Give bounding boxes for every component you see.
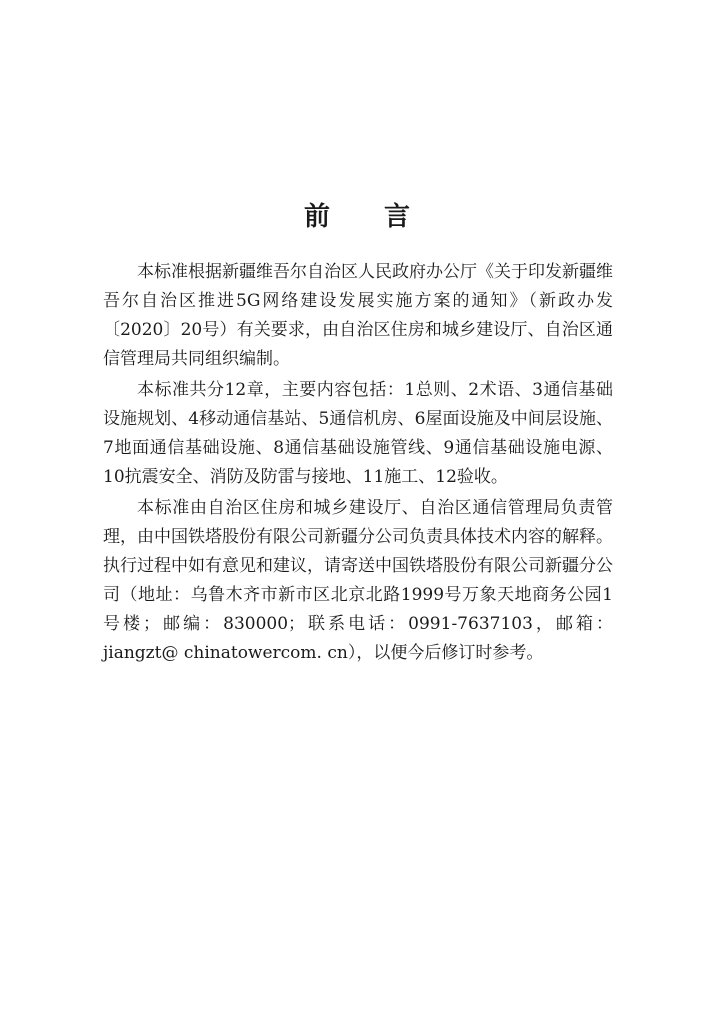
- preface-body: [103, 258, 613, 670]
- title-char-2: 言: [384, 202, 413, 232]
- paragraph-contents: 本标准共分12章，主要内容包括：1总则、2术语、3通信基础设施规划、4移动通信基站、5通信机房、6屋面设施及中间层设施、7地面通信基础设施、8通信基础设施管线、9通信基础设施电源、10抗震安全、消防及防雷与接地、11施工、12验收。: [103, 380, 613, 487]
- paragraph-basis: 本标准根据新疆维吾尔自治区人民政府办公厅《关于印发新疆维吾尔自治区推进5G网络建设发展实施方案的通知》（新政办发〔2020〕20号）有关要求，由自治区住房和城乡建设厅、自治区通信管理局共同组织编制。: [103, 262, 613, 369]
- page-title: [0, 196, 716, 233]
- paragraph-management: 本标准由自治区住房和城乡建设厅、自治区通信管理局负责管理，由中国铁塔股份有限公司新疆分公司负责具体技术内容的解释。执行过程中如有意见和建议，请寄送中国铁塔股份有限公司新疆分公司（地址：乌鲁木齐市新市区北京北路1999号万象天地商务公园1号楼；邮编：830000；联系电话：0991-7637103，邮箱：jiangzt@ chinatowercom. cn），以便今后修订时参考。: [103, 498, 613, 663]
- title-char-1: 前: [303, 202, 332, 232]
